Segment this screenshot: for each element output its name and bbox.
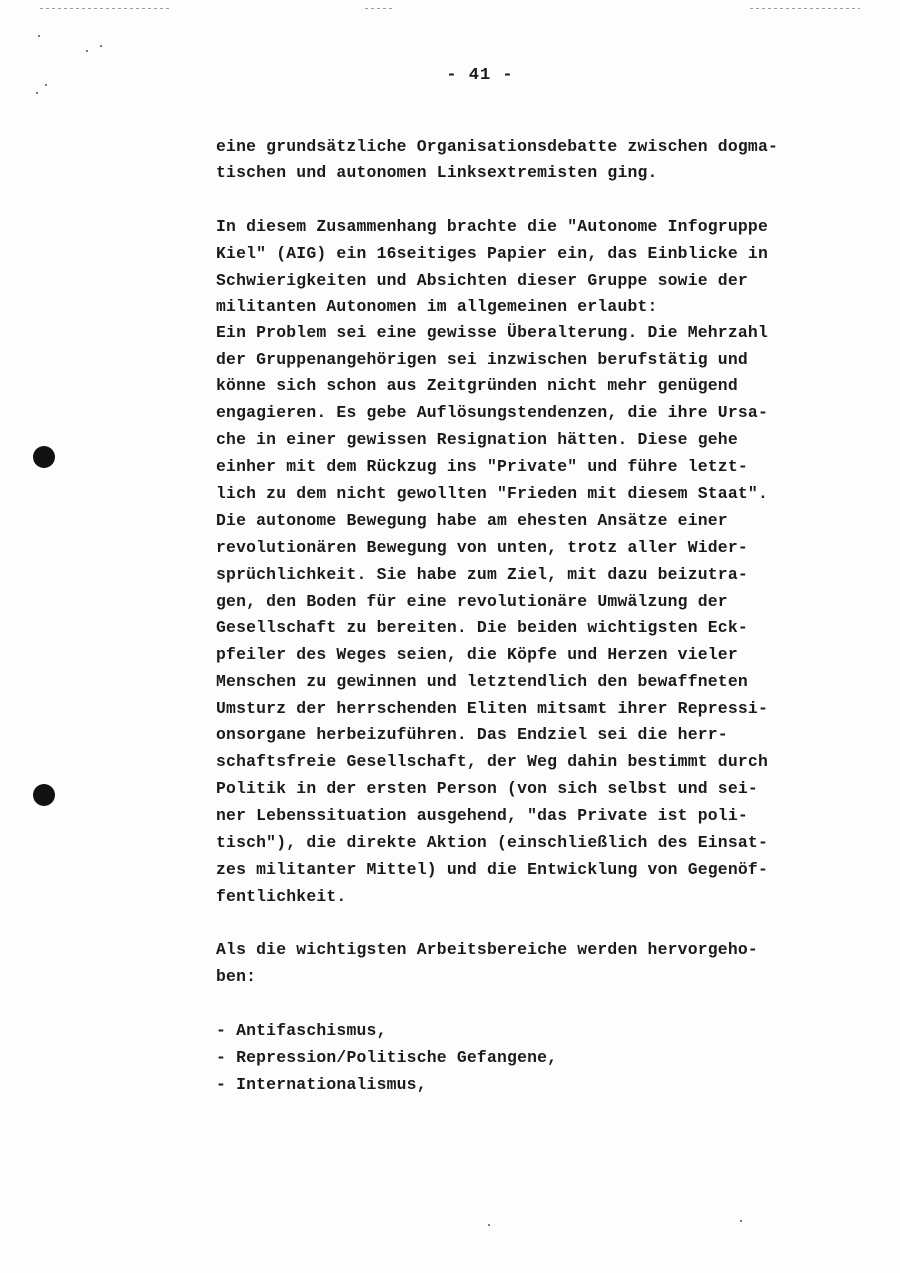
scan-speck xyxy=(100,45,102,47)
scan-speck xyxy=(488,1224,490,1226)
text-line: In diesem Zusammenhang brachte die "Autonome Infogruppe xyxy=(216,217,768,236)
list-item: - Antifaschismus, xyxy=(216,1021,387,1040)
text-line: che in einer gewissen Resignation hätten. Diese gehe xyxy=(216,430,738,449)
list-item: - Repression/Politische Gefangene, xyxy=(216,1048,558,1067)
scan-speck xyxy=(36,92,38,94)
text-line: ner Lebenssituation ausgehend, "das Private ist poli- xyxy=(216,806,748,825)
page-number: - 41 - xyxy=(446,66,514,85)
text-line: zes militanter Mittel) und die Entwicklung von Gegenöf- xyxy=(216,860,768,879)
scan-speck xyxy=(86,50,88,52)
text-line: der Gruppenangehörigen sei inzwischen berufstätig und xyxy=(216,350,748,369)
text-line: engagieren. Es gebe Auflösungstendenzen, die ihre Ursa- xyxy=(216,403,768,422)
text-line: Gesellschaft zu bereiten. Die beiden wichtigsten Eck- xyxy=(216,618,748,637)
scan-edge-mark xyxy=(40,8,170,9)
text-line: Schwierigkeiten und Absichten dieser Gruppe sowie der xyxy=(216,271,748,290)
punch-hole-icon xyxy=(33,446,55,468)
text-line: pfeiler des Weges seien, die Köpfe und Herzen vieler xyxy=(216,645,738,664)
text-line: tischen und autonomen Linksextremisten ging. xyxy=(216,163,658,182)
text-line: Ein Problem sei eine gewisse Überalterung. Die Mehrzahl xyxy=(216,323,768,342)
scan-edge-mark xyxy=(365,8,395,9)
text-line: tisch"), die direkte Aktion (einschließlich des Einsat- xyxy=(216,833,768,852)
text-line: ben: xyxy=(216,967,257,986)
text-line: schaftsfreie Gesellschaft, der Weg dahin bestimmt durch xyxy=(216,752,768,771)
punch-hole-icon xyxy=(33,784,55,806)
text-line: Menschen zu gewinnen und letztendlich den bewaffneten xyxy=(216,672,748,691)
text-line: Als die wichtigsten Arbeitsbereiche werden hervorgeho- xyxy=(216,940,758,959)
scan-speck xyxy=(740,1220,742,1222)
text-line: onsorgane herbeizuführen. Das Endziel sei die herr- xyxy=(216,725,728,744)
text-line: könne sich schon aus Zeitgründen nicht mehr genügend xyxy=(216,376,738,395)
text-line: sprüchlichkeit. Sie habe zum Ziel, mit dazu beizutra- xyxy=(216,565,748,584)
text-line: eine grundsätzliche Organisationsdebatte zwischen dogma- xyxy=(216,137,779,156)
text-line: Kiel" (AIG) ein 16seitiges Papier ein, das Einblicke in xyxy=(216,244,768,263)
text-line: Politik in der ersten Person (von sich selbst und sei- xyxy=(216,779,758,798)
text-line: Die autonome Bewegung habe am ehesten Ansätze einer xyxy=(216,511,728,530)
list-item: - Internationalismus, xyxy=(216,1075,427,1094)
text-line: revolutionären Bewegung von unten, trotz aller Wider- xyxy=(216,538,748,557)
text-line: Umsturz der herrschenden Eliten mitsamt ihrer Repressi- xyxy=(216,699,768,718)
scan-speck xyxy=(38,35,40,37)
text-line: lich zu dem nicht gewollten "Frieden mit diesem Staat". xyxy=(216,484,768,503)
text-line: fentlichkeit. xyxy=(216,887,347,906)
scan-edge-mark xyxy=(750,8,860,9)
text-line: militanten Autonomen im allgemeinen erlaubt: xyxy=(216,297,658,316)
text-line: einher mit dem Rückzug ins "Private" und führe letzt- xyxy=(216,457,748,476)
text-line: gen, den Boden für eine revolutionäre Umwälzung der xyxy=(216,592,728,611)
